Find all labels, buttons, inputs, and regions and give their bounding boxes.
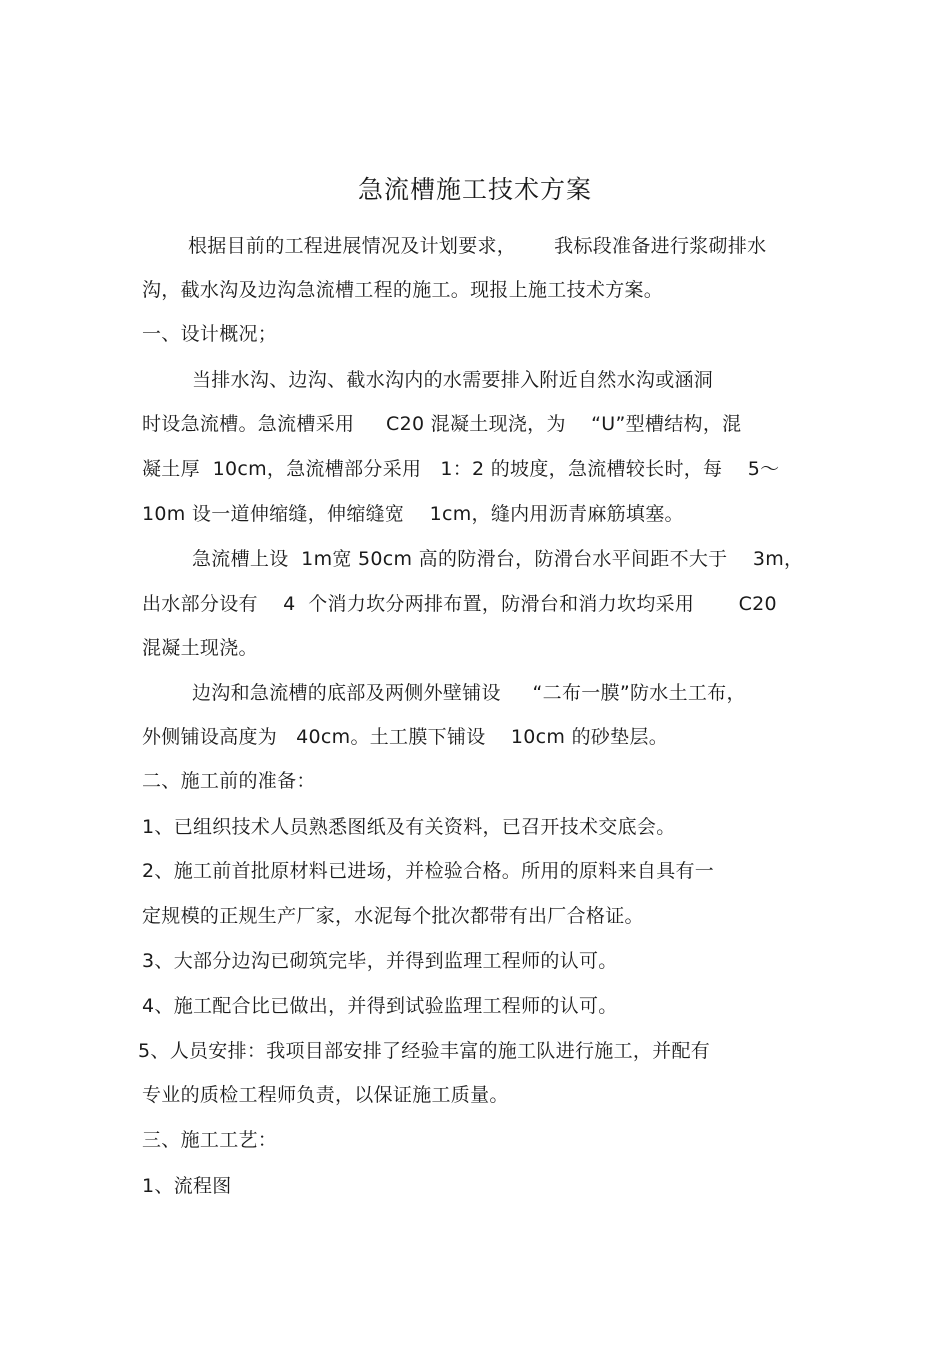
list-item: 3、大部分边沟已砌筑完毕，并得到监理工程师的认可。	[142, 950, 618, 972]
paragraph-line: 急流槽上设 1m宽 50cm 高的防滑台，防滑台水平间距不大于 3m，	[192, 548, 804, 570]
section-heading: 三、施工工艺：	[142, 1129, 278, 1151]
document-title: 急流槽施工技术方案	[357, 175, 592, 204]
paragraph-line: 混凝土现浇。	[142, 637, 258, 659]
list-item: 5、人员安排：我项目部安排了经验丰富的施工队进行施工，并配有	[138, 1040, 711, 1062]
paragraph-line: 凝土厚 10cm，急流槽部分采用 1：2 的坡度，急流槽较长时，每 5～	[142, 458, 780, 480]
paragraph-line: 出水部分设有 4 个消力坎分两排布置，防滑台和消力坎均采用 C20	[142, 593, 777, 615]
paragraph-line: 时设急流槽。急流槽采用 C20 混凝土现浇，为 “U”型槽结构，混	[142, 413, 742, 435]
paragraph-line: 根据目前的工程进展情况及计划要求， 我标段准备进行浆砌排水	[188, 235, 767, 257]
paragraph-line: 当排水沟、边沟、截水沟内的水需要排入附近自然水沟或涵洞	[192, 369, 714, 391]
paragraph-line: 外侧铺设高度为 40cm。土工膜下铺设 10cm 的砂垫层。	[142, 726, 669, 748]
paragraph-line: 边沟和急流槽的底部及两侧外壁铺设 “二布一膜”防水土工布，	[192, 682, 746, 704]
list-item: 1、流程图	[142, 1175, 232, 1197]
list-item-continuation: 专业的质检工程师负责，以保证施工质量。	[142, 1084, 509, 1106]
section-heading: 一、设计概况；	[142, 323, 278, 345]
section-heading: 二、施工前的准备：	[142, 770, 316, 792]
paragraph-line: 10m 设一道伸缩缝，伸缩缝宽 1cm，缝内用沥青麻筋填塞。	[142, 503, 684, 525]
list-item: 1、已组织技术人员熟悉图纸及有关资料，已召开技术交底会。	[142, 816, 676, 838]
list-item: 2、施工前首批原材料已进场，并检验合格。所用的原料来自具有一	[142, 860, 715, 882]
paragraph-line: 沟，截水沟及边沟急流槽工程的施工。现报上施工技术方案。	[142, 279, 664, 301]
list-item: 4、施工配合比已做出，并得到试验监理工程师的认可。	[142, 995, 618, 1017]
list-item-continuation: 定规模的正规生产厂家，水泥每个批次都带有出厂合格证。	[142, 905, 644, 927]
